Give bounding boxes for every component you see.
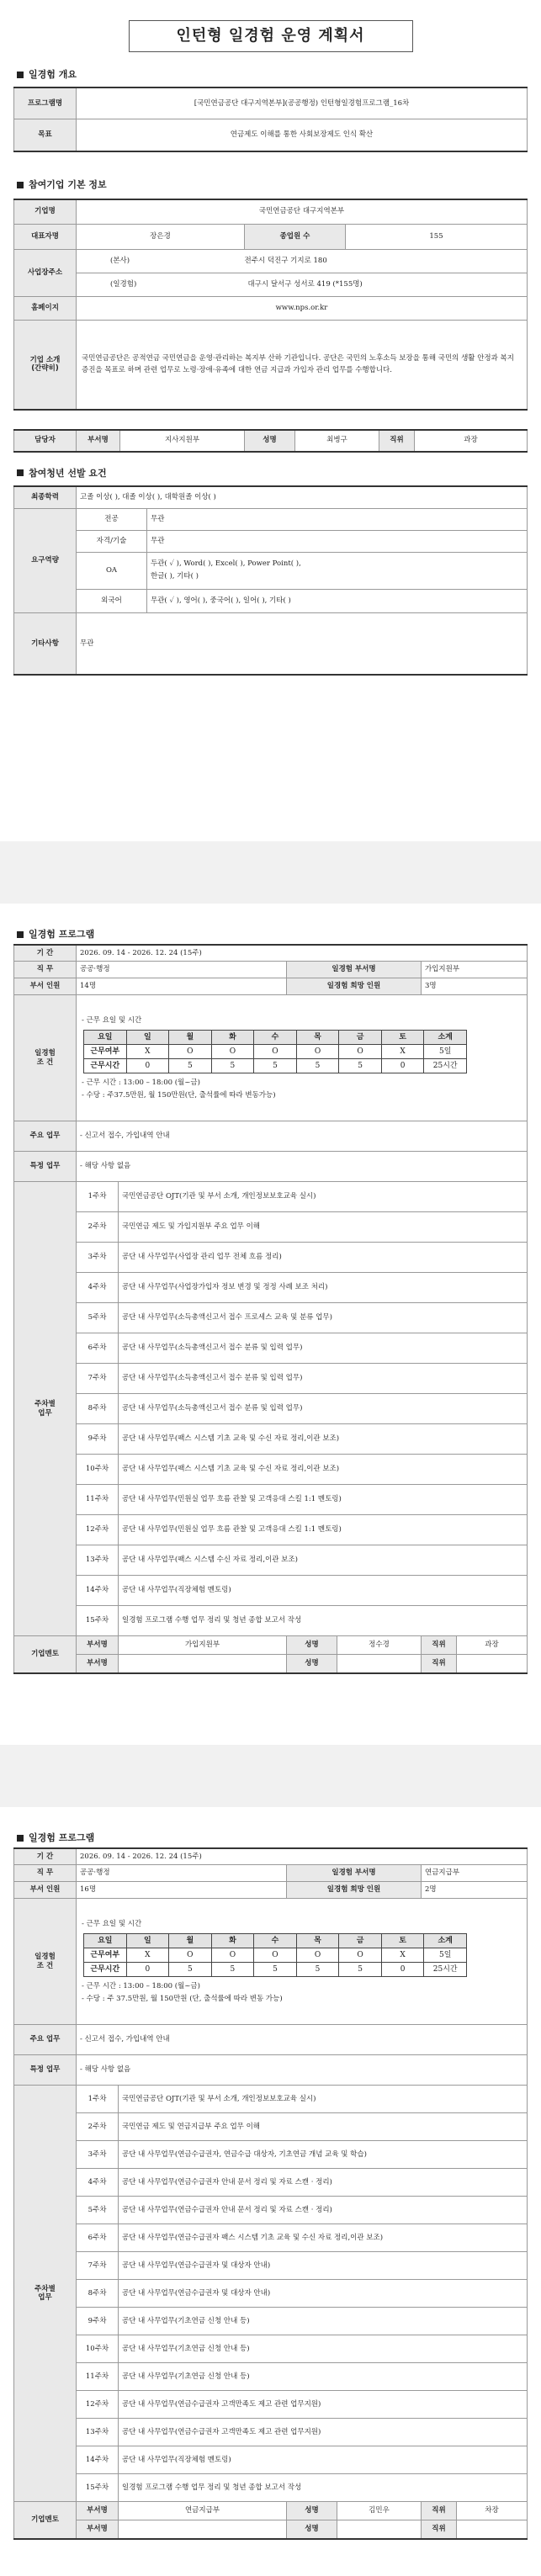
company-intro-label: 기업 소개 (간략히) [14, 321, 77, 410]
schedule-cell: 5 [254, 1963, 297, 1977]
week-number: 13주차 [77, 1545, 119, 1576]
schedule-header: 목 [296, 1934, 339, 1948]
schedule-cell: 5 [296, 1059, 339, 1073]
period-label: 기 간 [14, 1848, 77, 1865]
oa-label: OA [77, 552, 147, 589]
square-bullet-icon [17, 469, 24, 476]
major-value: 무관 [147, 508, 528, 530]
schedule-cell: 25시간 [424, 1059, 467, 1073]
weekly-label: 주차별 업무 [14, 2086, 77, 2502]
schedule-header: 토 [381, 1934, 424, 1948]
employee-count-value: 155 [346, 225, 528, 250]
mentor2-dept-value [119, 1655, 287, 1673]
address-main-value: 전주시 덕진구 기지로 180 [245, 250, 528, 273]
rep-value: 장은경 [77, 225, 245, 250]
square-bullet-icon [17, 182, 24, 188]
section-overview-heading: 일경험 개요 [13, 69, 528, 81]
period-label: 기 간 [14, 945, 77, 962]
manager-position-value: 과장 [415, 430, 528, 452]
week-number: 7주차 [77, 1364, 119, 1394]
mentor2-name-label: 성명 [287, 1655, 337, 1673]
week-task: 일경험 프로그램 수행 업무 정리 및 청년 종합 보고서 작성 [119, 1606, 528, 1636]
week-number: 15주차 [77, 1606, 119, 1636]
program-table [13, 1847, 528, 2540]
mentor2-position-label: 직위 [422, 2520, 457, 2539]
week-task: 공단 내 사무업무(직장체험 멘토링) [119, 2446, 528, 2474]
week-number: 12주차 [77, 1515, 119, 1545]
staff-label: 부서 인원 [14, 978, 77, 995]
schedule-cell: 5 [169, 1963, 212, 1977]
company-intro-value: 국민연금공단은 공적연금 국민연금을 운영·관리하는 복지부 산하 기관입니다. 공단은 국민의 노후소득 보장을 통해 국민의 생활 안정과 복지 증진을 목표로 하며 관련 업무로 노령·장애·유족에 대한 연금 지급과 가입자 관리 업무를 수행합니다. [77, 321, 528, 410]
schedule-header: 소계 [424, 1031, 467, 1045]
schedule-header: 일 [126, 1031, 169, 1045]
week-task: 공단 내 사무업무(소득총액신고서 접수 분류 및 입력 업무) [119, 1394, 528, 1424]
schedule-cell: 0 [126, 1963, 169, 1977]
schedule-header: 수 [254, 1031, 297, 1045]
competency-label: 요구역량 [14, 508, 77, 612]
want-label: 일경험 희망 인원 [287, 1882, 422, 1899]
schedule-cell: O [296, 1948, 339, 1963]
week-number: 14주차 [77, 1576, 119, 1606]
week-number: 8주차 [77, 2280, 119, 2308]
week-task: 국민연금 제도 및 연금지급부 주요 업무 이해 [119, 2113, 528, 2141]
mentor-dept-label: 부서명 [77, 2502, 119, 2520]
mentor-position-value: 과장 [457, 1636, 528, 1655]
square-bullet-icon [17, 1835, 24, 1842]
special-duty-value: - 해당 사항 없음 [77, 1152, 528, 1182]
manager-table [13, 429, 528, 453]
week-number: 6주차 [77, 1333, 119, 1364]
schedule-cell: 0 [126, 1059, 169, 1073]
etc-label: 기타사항 [14, 612, 77, 675]
page-2 [0, 904, 541, 1745]
manager-name-label: 성명 [245, 430, 295, 452]
schedule-header: 월 [169, 1031, 212, 1045]
special-duty-value: - 해당 사항 없음 [77, 2055, 528, 2086]
section-requirements-heading: 참여청년 선발 요건 [13, 468, 528, 480]
condition-cell [77, 995, 528, 1121]
pay-note: - 수당 : 주 37.5만원, 월 150만원 (단, 출석률에 따라 변동 가능) [82, 1995, 283, 2004]
mentor-label: 기업멘토 [14, 1636, 77, 1673]
mentor-name-value: 김민우 [337, 2502, 422, 2520]
schedule-cell: O [211, 1045, 254, 1059]
schedule-header: 화 [211, 1934, 254, 1948]
duty-label: 직 무 [14, 962, 77, 978]
manager-dept-value: 지사지원부 [120, 430, 245, 452]
week-number: 11주차 [77, 2363, 119, 2391]
week-number: 1주차 [77, 2086, 119, 2113]
staff-label: 부서 인원 [14, 1882, 77, 1899]
week-task: 공단 내 사무업무(민원실 업무 흐름 관찰 및 고객응대 스킬 1:1 멘토링) [119, 1485, 528, 1515]
schedule-cell: X [381, 1045, 424, 1059]
schedule-cell: 5 [211, 1963, 254, 1977]
mentor-position-label: 직위 [422, 2502, 457, 2520]
address-work-tag: (일경험) [77, 273, 245, 297]
company-name-value: 국민연금공단 대구지역본부 [77, 199, 528, 225]
dept-label: 일경험 부서명 [287, 1865, 422, 1882]
weekly-label: 주차별 업무 [14, 1182, 77, 1636]
address-main-tag: (본사) [77, 250, 245, 273]
week-task: 공단 내 사무업무(연금수급권자 및 대상자 안내) [119, 2280, 528, 2308]
want-label: 일경험 희망 인원 [287, 978, 422, 995]
homepage-label: 홈페이지 [14, 297, 77, 321]
mentor-dept-value: 연금지급부 [119, 2502, 287, 2520]
special-duty-label: 특정 업무 [14, 2055, 77, 2086]
schedule-header: 목 [296, 1031, 339, 1045]
schedule-cell: 5일 [424, 1045, 467, 1059]
mentor2-name-value [337, 2520, 422, 2539]
week-task: 공단 내 사무업무(연금수급권자 및 대상자 안내) [119, 2252, 528, 2280]
program-name-label: 프로그램명 [14, 87, 77, 119]
week-task: 공단 내 사무업무(직장체험 멘토링) [119, 1576, 528, 1606]
week-number: 10주차 [77, 1455, 119, 1485]
language-value: 무관( ✓ ), 영어( ), 중국어( ), 일어( ), 기타( ) [147, 589, 528, 612]
education-value: 고졸 이상( ), 대졸 이상( ), 대학원졸 이상( ) [77, 486, 528, 508]
schedule-table [83, 1933, 467, 1977]
schedule-header: 금 [339, 1934, 382, 1948]
dept-value: 연금지급부 [422, 1865, 528, 1882]
condition-label: 일경험 조 건 [14, 1899, 77, 2025]
week-task: 공단 내 사무업무(연금수급권자 고객만족도 제고 관련 업무지원) [119, 2419, 528, 2446]
mentor-name-value: 정수경 [337, 1636, 422, 1655]
schedule-cell: 5 [339, 1963, 382, 1977]
week-task: 공단 내 사무업무(소득총액신고서 접수 프로세스 교육 및 분류 업무) [119, 1303, 528, 1333]
mentor-position-value: 차장 [457, 2502, 528, 2520]
week-task: 공단 내 사무업무(연금수급권자 안내 문서 정리 및 자료 스캔 · 정리) [119, 2197, 528, 2224]
schedule-cell: O [339, 1948, 382, 1963]
etc-value: 무관 [77, 612, 528, 675]
mentor2-name-label: 성명 [287, 2520, 337, 2539]
week-task: 공단 내 사무업무(연금수급권자 고객만족도 제고 관련 업무지원) [119, 2391, 528, 2419]
document-title: 인턴형 일경험 운영 계획서 [129, 20, 413, 52]
address-label: 사업장주소 [14, 250, 77, 297]
schedule-header: 화 [211, 1031, 254, 1045]
mentor-name-label: 성명 [287, 2502, 337, 2520]
week-task: 국민연금공단 OJT(기관 및 부서 소개, 개인정보보호교육 실시) [119, 1182, 528, 1212]
week-task: 공단 내 사무업무(소득총액신고서 접수 분류 및 입력 업무) [119, 1364, 528, 1394]
schedule-cell: O [169, 1948, 212, 1963]
mentor-position-label: 직위 [422, 1636, 457, 1655]
week-number: 4주차 [77, 2169, 119, 2197]
week-task: 공단 내 사무업무(연금수급권자, 연금수급 대상자, 기초연금 개념 교육 및 학습) [119, 2141, 528, 2169]
mentor2-position-value [457, 1655, 528, 1673]
certificate-value: 무관 [147, 530, 528, 552]
schedule-header: 월 [169, 1934, 212, 1948]
mentor2-position-value [457, 2520, 528, 2539]
week-number: 6주차 [77, 2224, 119, 2252]
schedule-cell: 근무여부 [84, 1948, 127, 1963]
week-number: 1주차 [77, 1182, 119, 1212]
schedule-cell: 근무시간 [84, 1963, 127, 1977]
week-task: 공단 내 사무업무(팩스 시스템 기초 교육 및 수신 자료 정리,이관 보조) [119, 1424, 528, 1455]
schedule-cell: 5 [211, 1059, 254, 1073]
manager-position-label: 직위 [379, 430, 415, 452]
schedule-cell: O [254, 1948, 297, 1963]
mentor-label: 기업멘토 [14, 2502, 77, 2539]
employee-count-label: 종업원 수 [245, 225, 346, 250]
schedule-cell: O [211, 1948, 254, 1963]
special-duty-label: 특정 업무 [14, 1152, 77, 1182]
company-table [13, 199, 528, 411]
schedule-header: 수 [254, 1934, 297, 1948]
mentor2-position-label: 직위 [422, 1655, 457, 1673]
week-task: 공단 내 사무업무(팩스 시스템 수신 자료 정리,이관 보조) [119, 1545, 528, 1576]
section-program-heading: 일경험 프로그램 [13, 1832, 528, 1844]
schedule-cell: 5 [296, 1963, 339, 1977]
company-name-label: 기업명 [14, 199, 77, 225]
mentor2-name-value [337, 1655, 422, 1673]
schedule-table [83, 1030, 467, 1073]
week-task: 공단 내 사무업무(팩스 시스템 기초 교육 및 수신 자료 정리,이관 보조) [119, 1455, 528, 1485]
week-task: 국민연금 제도 및 가입지원부 주요 업무 이해 [119, 1212, 528, 1243]
schedule-header: 요일 [84, 1934, 127, 1948]
square-bullet-icon [17, 931, 24, 938]
manager-name-value: 최병구 [295, 430, 379, 452]
goal-value: 연금제도 이해를 통한 사회보장제도 인식 확산 [77, 119, 528, 151]
week-number: 13주차 [77, 2419, 119, 2446]
week-number: 5주차 [77, 1303, 119, 1333]
duty-value: 공공·행정 [77, 962, 287, 978]
main-duty-value: - 신고서 접수, 가입내역 안내 [77, 1121, 528, 1152]
staff-value: 16명 [77, 1882, 287, 1899]
manager-label: 담당자 [14, 430, 77, 452]
week-task: 공단 내 사무업무(사업장가입자 정보 변경 및 정정 사례 보조 처리) [119, 1273, 528, 1303]
week-task: 공단 내 사무업무(기초연금 신청 안내 등) [119, 2363, 528, 2391]
homepage-value: www.nps.or.kr [77, 297, 528, 321]
condition-title: - 근무 요일 및 시간 [82, 1919, 142, 1928]
week-task: 공단 내 사무업무(민원실 업무 흐름 관찰 및 고객응대 스킬 1:1 멘토링) [119, 1515, 528, 1545]
rep-label: 대표자명 [14, 225, 77, 250]
schedule-cell: O [296, 1045, 339, 1059]
schedule-cell: 0 [381, 1059, 424, 1073]
schedule-cell: 5 [169, 1059, 212, 1073]
schedule-cell: 25시간 [424, 1963, 467, 1977]
week-number: 8주차 [77, 1394, 119, 1424]
week-number: 11주차 [77, 1485, 119, 1515]
dept-value: 가입지원부 [422, 962, 528, 978]
page-gap [0, 841, 541, 904]
schedule-cell: O [169, 1045, 212, 1059]
language-label: 외국어 [77, 589, 147, 612]
schedule-cell: X [126, 1045, 169, 1059]
schedule-cell: 근무여부 [84, 1045, 127, 1059]
mentor-dept-value: 가입지원부 [119, 1636, 287, 1655]
dept-label: 일경험 부서명 [287, 962, 422, 978]
main-duty-label: 주요 업무 [14, 1121, 77, 1152]
page-gap [0, 1745, 541, 1807]
week-number: 3주차 [77, 2141, 119, 2169]
week-task: 공단 내 사무업무(기초연금 신청 안내 등) [119, 2308, 528, 2335]
major-label: 전공 [77, 508, 147, 530]
week-number: 5주차 [77, 2197, 119, 2224]
week-number: 15주차 [77, 2474, 119, 2502]
week-task: 일경험 프로그램 수행 업무 정리 및 청년 종합 보고서 작성 [119, 2474, 528, 2502]
schedule-cell: 근무시간 [84, 1059, 127, 1073]
mentor2-dept-value [119, 2520, 287, 2539]
page-3 [0, 1807, 541, 2576]
schedule-cell: X [381, 1948, 424, 1963]
week-number: 2주차 [77, 2113, 119, 2141]
manager-dept-label: 부서명 [77, 430, 120, 452]
schedule-header: 소계 [424, 1934, 467, 1948]
condition-cell [77, 1899, 528, 2025]
program-table [13, 944, 528, 1674]
week-number: 2주차 [77, 1212, 119, 1243]
schedule-cell: 5 [339, 1059, 382, 1073]
education-label: 최종학력 [14, 486, 77, 508]
work-time-note: - 근무 시간 : 13:00 – 18:00 (월~금) [82, 1982, 200, 1991]
square-bullet-icon [17, 72, 24, 78]
week-number: 10주차 [77, 2335, 119, 2363]
section-company-heading: 참여기업 기본 정보 [13, 179, 528, 191]
schedule-header: 일 [126, 1934, 169, 1948]
week-task: 공단 내 사무업무(사업장 관리 업무 전체 흐름 정리) [119, 1243, 528, 1273]
schedule-header: 토 [381, 1031, 424, 1045]
page-1 [0, 0, 541, 841]
staff-value: 14명 [77, 978, 287, 995]
period-value: 2026. 09. 14 - 2026. 12. 24 (15주) [77, 1848, 528, 1865]
week-task: 공단 내 사무업무(기초연금 신청 안내 등) [119, 2335, 528, 2363]
goal-label: 목표 [14, 119, 77, 151]
schedule-cell: O [254, 1045, 297, 1059]
requirements-table [13, 485, 528, 676]
pay-note: - 수당 : 주37.5만원, 월 150만원(단, 출석률에 따라 변동가능) [82, 1091, 276, 1100]
mentor2-dept-label: 부서명 [77, 2520, 119, 2539]
week-number: 7주차 [77, 2252, 119, 2280]
overview-table [13, 87, 528, 152]
schedule-cell: O [339, 1045, 382, 1059]
oa-value: 두관( ✓ ), Word( ), Excel( ), Power Point( ), 한글( ), 기타( ) [147, 552, 528, 589]
section-program-heading: 일경험 프로그램 [13, 929, 528, 941]
schedule-cell: 5 [254, 1059, 297, 1073]
schedule-cell: 5일 [424, 1948, 467, 1963]
week-number: 3주차 [77, 1243, 119, 1273]
certificate-label: 자격/기술 [77, 530, 147, 552]
week-number: 12주차 [77, 2391, 119, 2419]
main-duty-value: - 신고서 접수, 가입내역 안내 [77, 2025, 528, 2055]
week-number: 14주차 [77, 2446, 119, 2474]
mentor2-dept-label: 부서명 [77, 1655, 119, 1673]
week-number: 4주차 [77, 1273, 119, 1303]
schedule-header: 요일 [84, 1031, 127, 1045]
mentor-name-label: 성명 [287, 1636, 337, 1655]
week-number: 9주차 [77, 2308, 119, 2335]
want-value: 3명 [422, 978, 528, 995]
week-number: 9주차 [77, 1424, 119, 1455]
want-value: 2명 [422, 1882, 528, 1899]
condition-title: - 근무 요일 및 시간 [82, 1015, 142, 1025]
main-duty-label: 주요 업무 [14, 2025, 77, 2055]
work-time-note: - 근무 시간 : 13:00 – 18:00 (월~금) [82, 1079, 200, 1088]
schedule-cell: 0 [381, 1963, 424, 1977]
week-task: 국민연금공단 OJT(기관 및 부서 소개, 개인정보보호교육 실시) [119, 2086, 528, 2113]
period-value: 2026. 09. 14 - 2026. 12. 24 (15주) [77, 945, 528, 962]
schedule-header: 금 [339, 1031, 382, 1045]
program-name-value: [국민연금공단 대구지역본부](공공행정) 인턴형일경험프로그램_16차 [77, 87, 528, 119]
duty-value: 공공·행정 [77, 1865, 287, 1882]
schedule-cell: X [126, 1948, 169, 1963]
duty-label: 직 무 [14, 1865, 77, 1882]
address-work-value: 대구시 달서구 성서로 419 (*155명) [245, 273, 528, 297]
condition-label: 일경험 조 건 [14, 995, 77, 1121]
week-task: 공단 내 사무업무(소득총액신고서 접수 분류 및 입력 업무) [119, 1333, 528, 1364]
mentor-dept-label: 부서명 [77, 1636, 119, 1655]
week-task: 공단 내 사무업무(연금수급권자 안내 문서 정리 및 자료 스캔 · 정리) [119, 2169, 528, 2197]
week-task: 공단 내 사무업무(연금수급권자 팩스 시스템 기초 교육 및 수신 자료 정리,이관 보조) [119, 2224, 528, 2252]
